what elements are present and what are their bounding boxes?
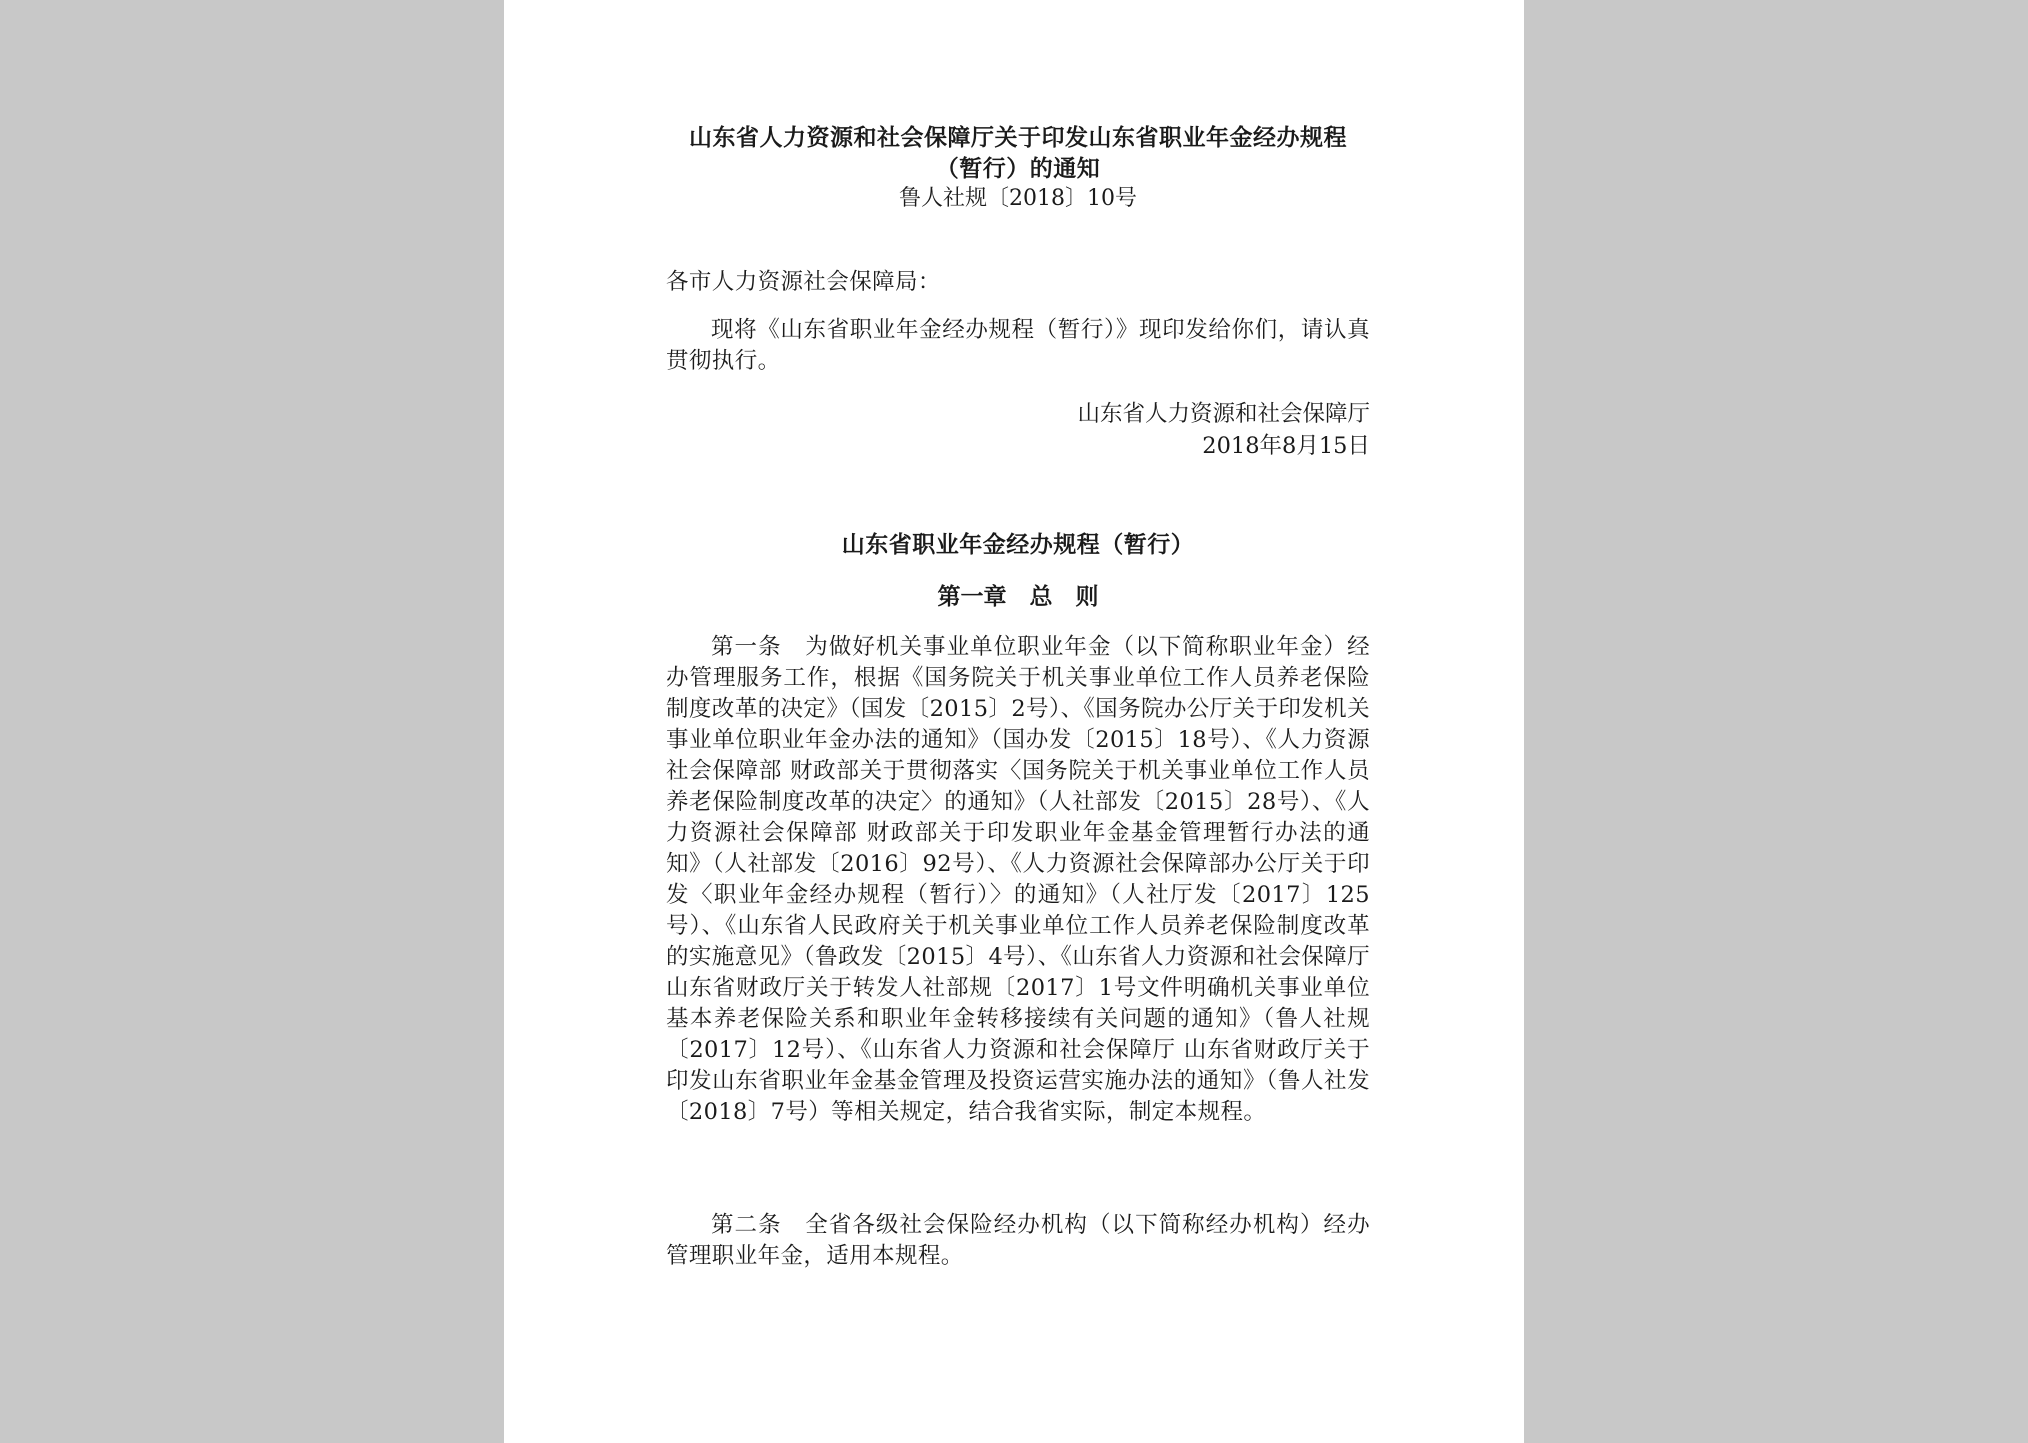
document-number: 鲁人社规〔2018〕10号: [899, 186, 1137, 211]
article-1: 第一条 为做好机关事业单位职业年金（以下简称职业年金）经办管理服务工作，根据《国务院关于机关事业单位工作人员养老保险制度改革的决定》（国发〔2015〕2号）、《国务院办公厅关于印发机关事业单位职业年金办法的通知》（国办发〔2015〕18号）、《人力资源社会保障部 财政部关于贯彻落实〈国务院关于机关事业单位工作人员养老保险制度改革的决定〉的通知》（人社部发〔2015〕28号）、《人力资源社会保障部 财政部关于印发职业年金基金管理暂行办法的通知》（人社部发〔2016〕92号）、《人力资源社会保障部办公厅关于印发〈职业年金经办规程（暂行）〉的通知》（人社厅发〔2017〕125号）、《山东省人民政府关于机关事业单位工作人员养老保险制度改革的实施意见》（鲁政发〔2015〕4号）、《山东省人力资源和社会保障厅 山东省财政厅关于转发人社部规〔2017〕1号文件明确机关事业单位基本养老保险关系和职业年金转移接续有关问题的通知》（鲁人社规〔2017〕12号）、《山东省人力资源和社会保障厅 山东省财政厅关于印发山东省职业年金基金管理及投资运营实施办法的通知》（鲁人社发〔2018〕7号）等相关规定，结合我省实际，制定本规程。: [666, 634, 1370, 1125]
signature-date: 2018年8月15日: [1202, 433, 1370, 459]
signature-org: 山东省人力资源和社会保障厅: [1077, 401, 1370, 427]
notice-title: [666, 122, 1370, 184]
addressee: 各市人力资源社会保障局：: [666, 269, 941, 295]
notice-body: 现将《山东省职业年金经办规程（暂行）》现印发给你们，请认真贯彻执行。: [666, 317, 1370, 374]
document-page: [504, 0, 1524, 1443]
notice-title-line1: 山东省人力资源和社会保障厅关于印发山东省职业年金经办规程: [689, 124, 1347, 151]
article-2: 第二条 全省各级社会保险经办机构（以下简称经办机构）经办管理职业年金，适用本规程。: [666, 1212, 1370, 1269]
chapter-title: 第一章 总 则: [937, 583, 1099, 610]
regulation-title: 山东省职业年金经办规程（暂行）: [841, 531, 1195, 558]
notice-title-line2: （暂行）的通知: [935, 155, 1101, 182]
